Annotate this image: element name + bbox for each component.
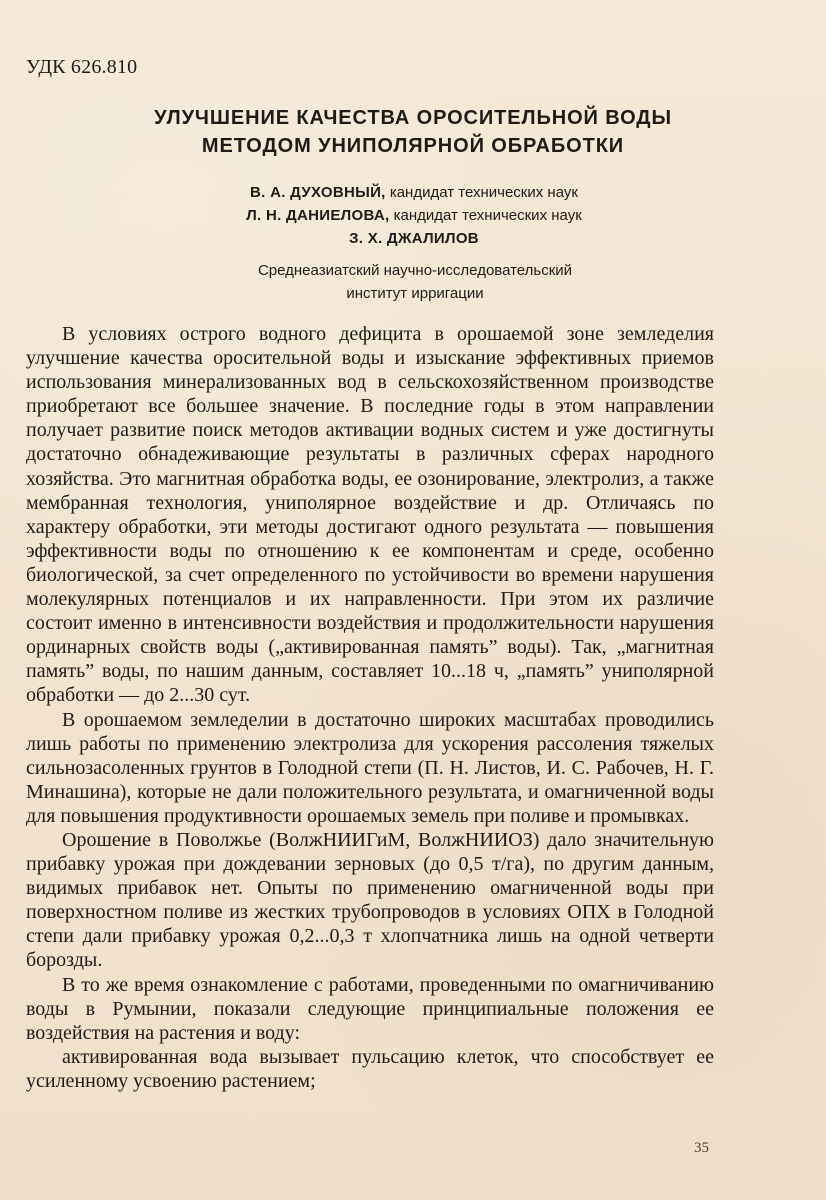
author-name: В. А. ДУХОВНЫЙ, (250, 184, 386, 201)
article-title-line-2: МЕТОДОМ УНИПОЛЯРНОЙ ОБРАБОТКИ (201, 135, 625, 157)
author-title: кандидат технических наук (389, 207, 582, 224)
authors-block (164, 181, 664, 250)
body-paragraph: активированная вода вызывает пульсацию клеток, что способствует ее усиленному усвоению растением; (26, 1045, 714, 1092)
body-paragraph: В условиях острого водного дефицита в орошаемой зоне земледелия улучшение качества оросительной воды и изыскание эффективных приемов использования минерализованных вод в сельскохозяйственном производстве приобретают все большее значение. В последние годы в этом направлении получает развитие поиск методов активации водных систем и уже достигнуты достаточно обнадеживающие результаты в различных сферах народного хозяйства. Это магнитная обработка воды, ее озонирование, электролиз, а также мембранная технология, униполярное воздействие и др. Отличаясь по характеру обработки, эти методы достигают одного результата — повышения эффективности воды по отношению к ее компонентам и среде, особенно биологической, за счет определенного по устойчивости во времени нарушения молекулярных потенциалов и их направленности. При этом их различие состоит именно в интенсивности воздействия и продолжительности нарушения ординарных свойств воды („активированная память” воды). Так, „магнитная память” воды, по нашим данным, составляет 10...18 ч, „память” униполярной обработки — до 2...30 сут. (26, 323, 714, 707)
body-paragraph: В орошаемом земледелии в достаточно широких масштабах проводились лишь работы по применению электролиза для ускорения рассоления тяжелых сильнозасоленных грунтов в Голодной степи (П. Н. Листов, И. С. Рабочев, Н. Г. Минашина), которые не дали положительного результата, и омагниченной воды для повышения продуктивности орошаемых земель при поливе и промывках. (26, 708, 714, 827)
udk-code: УДК 626.810 (26, 56, 138, 78)
author-line (164, 227, 664, 250)
author-name: Л. Н. ДАНИЕЛОВА, (246, 207, 390, 224)
article-title-line-1: УЛУЧШЕНИЕ КАЧЕСТВА ОРОСИТЕЛЬНОЙ ВОДЫ (154, 107, 672, 129)
author-title: кандидат технических наук (385, 184, 578, 201)
author-name: З. Х. ДЖАЛИЛОВ (349, 230, 479, 247)
body-paragraph: В то же время ознакомление с работами, проведенными по омагничиванию воды в Румынии, показали следующие принципиальные положения ее воздействия на растения и воду: (26, 973, 714, 1044)
author-line (164, 204, 664, 227)
author-line (164, 181, 664, 204)
article-title (62, 104, 764, 160)
body-paragraph: Орошение в Поволжье (ВолжНИИГиМ, ВолжНИИОЗ) дало значительную прибавку урожая при дождевании зерновых (до 0,5 т/га), по другим данным, видимых прибавок нет. Опыты по применению омагниченной воды при поверхностном поливе из жестких трубопроводов в условиях ОПХ в Голодной степи дали прибавку урожая 0,2...0,3 т хлопчатника лишь на одной четверти борозды. (26, 828, 714, 972)
institution-line: институт ирригации (346, 285, 484, 302)
article-body (26, 322, 714, 1093)
page-number: 35 (694, 1140, 709, 1156)
institution-block (165, 259, 665, 305)
institution-line: Среднеазиатский научно-исследовательский (257, 262, 573, 279)
